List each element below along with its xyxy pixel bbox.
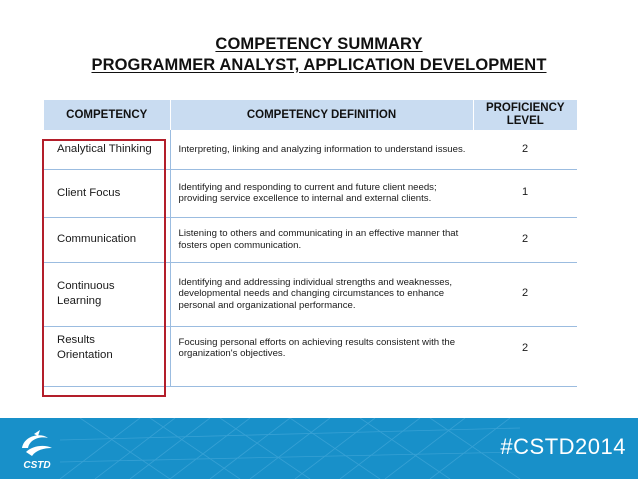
slide-title xyxy=(0,34,638,76)
title-line-2: PROGRAMMER ANALYST, APPLICATION DEVELOPMENT xyxy=(91,56,547,74)
proficiency-level: 1 xyxy=(473,169,577,217)
title-line-1: COMPETENCY SUMMARY xyxy=(215,35,423,53)
competency-definition: Focusing personal efforts on achieving results consistent with the organization's objectives. xyxy=(178,336,456,360)
cstd-logo-icon xyxy=(14,426,60,472)
header-competency: COMPETENCY xyxy=(44,100,170,130)
competency-name: Analytical Thinking xyxy=(44,130,170,169)
footer-band xyxy=(0,418,638,479)
header-definition: COMPETENCY DEFINITION xyxy=(170,100,473,130)
header-proficiency-line-1: PROFICIENCY xyxy=(485,102,565,114)
logo-text: CSTD xyxy=(23,460,51,471)
proficiency-level: 2 xyxy=(473,262,577,326)
competency-definition: Interpreting, linking and analyzing information to understand issues. xyxy=(170,130,473,169)
competency-definition: Identifying and addressing individual strengths and weaknesses, developmental needs and changing circumstances to enhance personal and organizational performance. xyxy=(170,262,473,326)
competency-definition: Identifying and responding to current and future client needs; providing service excellence to internal and external clients. xyxy=(170,169,473,217)
competency-name: Communication xyxy=(44,217,170,262)
event-hashtag: #CSTD2014 xyxy=(500,434,626,459)
competency-name: Client Focus xyxy=(44,169,170,217)
competency-highlight-frame xyxy=(42,139,166,397)
proficiency-level: 2 xyxy=(473,217,577,262)
proficiency-level: 2 xyxy=(473,130,577,169)
competency-definition: Listening to others and communicating in an effective manner that fosters open communication. xyxy=(170,217,473,262)
header-proficiency-line-2: LEVEL xyxy=(506,115,544,127)
competency-name: Results Orientation xyxy=(44,326,170,370)
table-header-row xyxy=(44,100,577,130)
proficiency-level: 2 xyxy=(521,341,529,354)
header-proficiency xyxy=(473,100,577,130)
competency-name: Continuous Learning xyxy=(44,262,170,326)
